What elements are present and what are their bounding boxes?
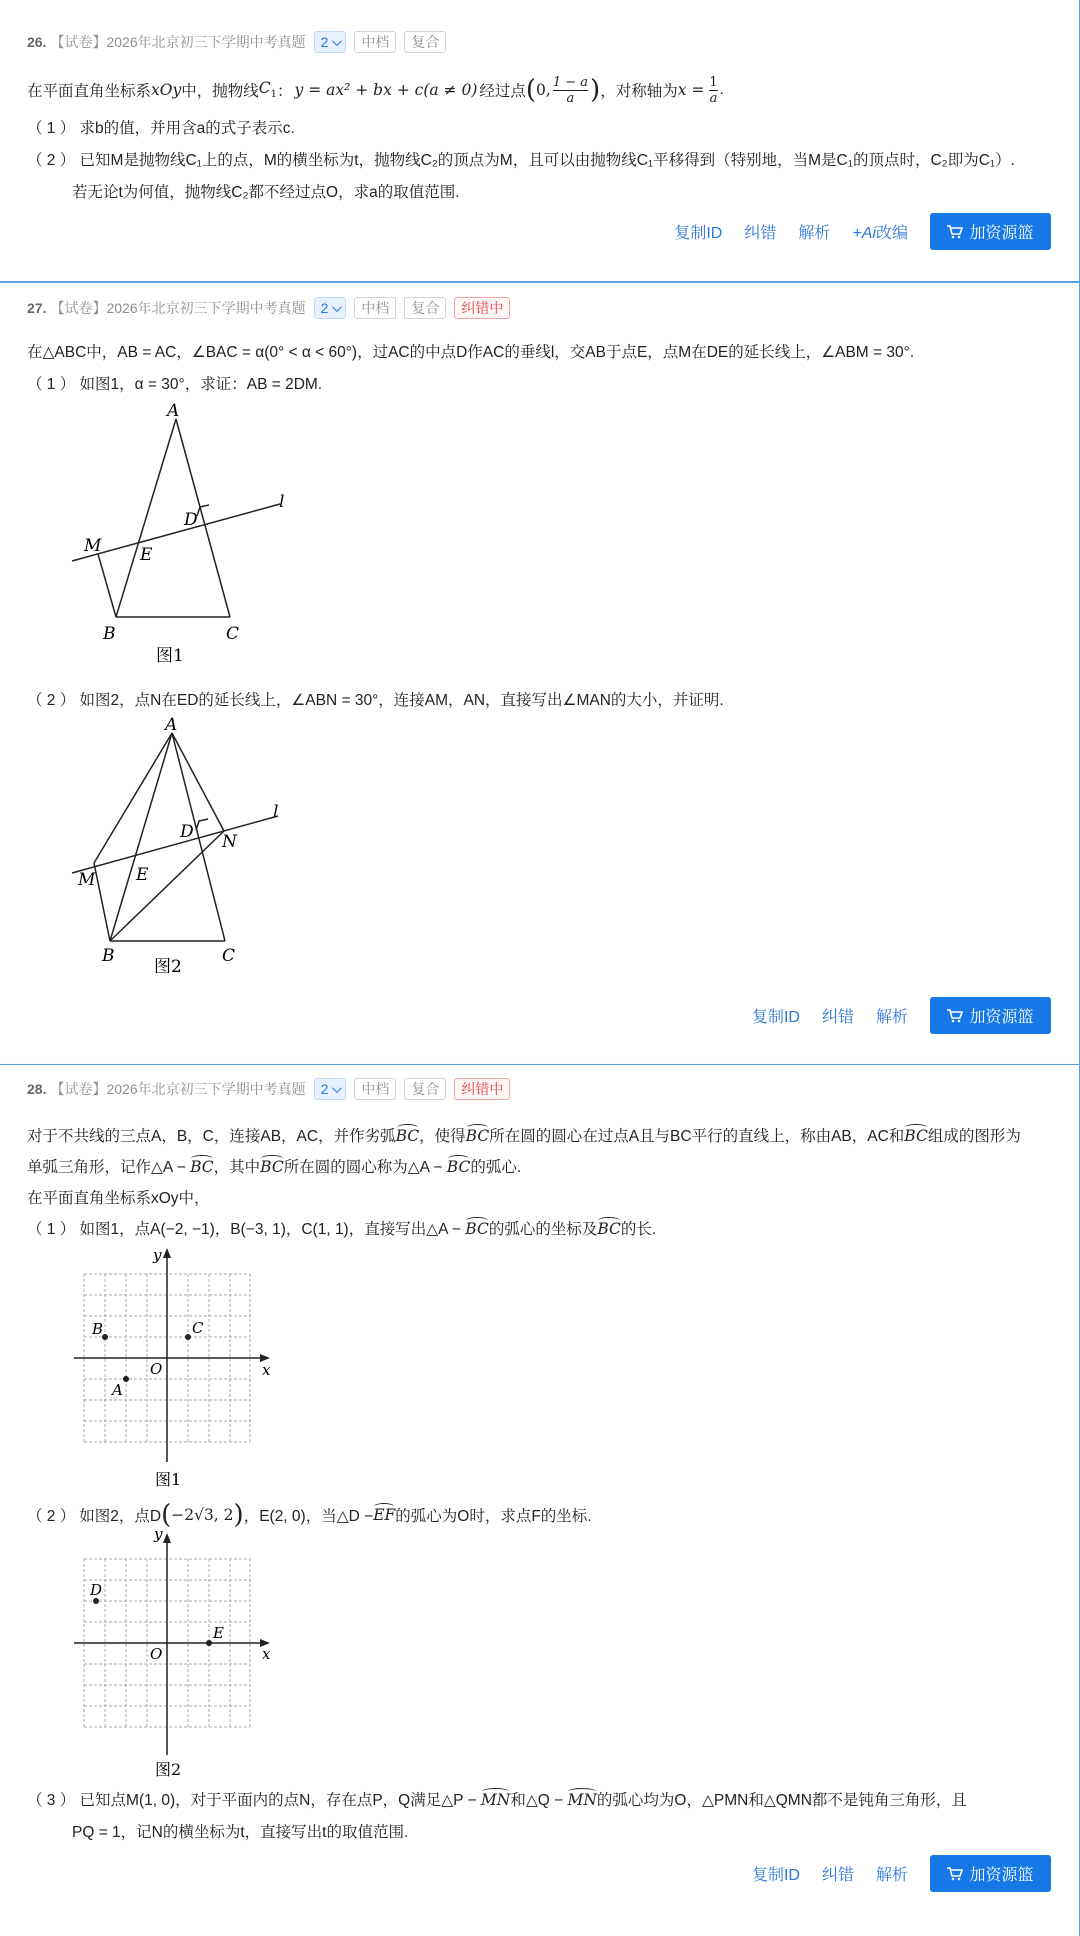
- figure-caption: 图2: [154, 957, 182, 973]
- stem-text: ，使得: [419, 1128, 466, 1145]
- difficulty-badge: 中档: [354, 1078, 396, 1100]
- sub-text: 求b的值，并用含a的式子表示c.: [79, 120, 295, 137]
- sub-index: （ 1 ）: [27, 1221, 76, 1238]
- difficulty-badge: 中档: [354, 31, 396, 53]
- math-xoy: xOy: [151, 81, 182, 99]
- axis-x-label: x: [262, 1361, 271, 1379]
- question-header: [27, 1078, 510, 1100]
- analysis-link[interactable]: 解析: [875, 1867, 908, 1884]
- label-a: A: [167, 401, 180, 421]
- label-a: A: [165, 715, 178, 735]
- math-arc-bc: BC: [446, 1158, 471, 1176]
- figure-1-triangle: [60, 401, 300, 663]
- stem-text: 的弧心.: [470, 1159, 522, 1176]
- type-badge: 复合: [404, 31, 446, 53]
- type-badge: 复合: [404, 1078, 446, 1100]
- stem-text: 所在圆的圆心在过点A且与BC平行的直线上，称由AB，AC和: [489, 1128, 905, 1145]
- math-arc-bc: BC: [597, 1220, 621, 1238]
- sub-question-2: [27, 148, 1015, 170]
- sub-text: 如图2，点D: [79, 1508, 162, 1525]
- math-point-d: −2√3, 2: [171, 1506, 234, 1524]
- add-to-basket-label: 加资源篮: [969, 1009, 1034, 1026]
- axis-y-label: y: [153, 1246, 162, 1264]
- question-number: 28.: [27, 1081, 47, 1097]
- chevron-down-icon: [332, 302, 342, 312]
- sub-text: 的弧心均为O，△PMN和△QMN都不是钝角三角形，且: [596, 1792, 967, 1809]
- type-badge: 复合: [404, 297, 446, 319]
- label-e: E: [136, 865, 149, 885]
- sub-text: 已知点M(1, 0)，对于平面内的点N，存在点P，Q满足△P −: [79, 1792, 481, 1809]
- sub-text: 的弧心为O时，求点F的坐标.: [395, 1508, 592, 1525]
- math-fraction: $\frac{1 - a}{a}$: [552, 74, 589, 106]
- sub-index: （ 3 ）: [27, 1792, 76, 1809]
- math-arc-bc: BC: [395, 1127, 420, 1145]
- math-fraction: $\frac{1}{a}$: [709, 74, 718, 106]
- question-actions: [674, 213, 1051, 250]
- sub-index: （ 1 ）: [27, 376, 76, 393]
- question-source: 【试卷】2026年北京初三下学期中考真题: [50, 34, 306, 50]
- label-c: C: [226, 624, 240, 644]
- sub-question-2: [27, 688, 724, 710]
- add-to-basket-button[interactable]: [930, 213, 1051, 250]
- origin-label: O: [150, 1360, 163, 1378]
- axis-x-label: x: [262, 1645, 271, 1663]
- sub-text: PQ = 1，记N的横坐标为t，直接写出t的取值范围.: [72, 1824, 409, 1841]
- point-b-label: B: [92, 1320, 104, 1338]
- sub-text: 如图1，α = 30°，求证：AB = 2DM.: [79, 376, 323, 393]
- difficulty-value: 2: [320, 1081, 329, 1097]
- sub-index: （ 2 ）: [27, 692, 76, 709]
- sub-question-1: [27, 116, 295, 138]
- stem-text: 组成的图形为: [927, 1128, 1021, 1145]
- math-point: 0,: [536, 81, 551, 99]
- cart-icon: [947, 225, 963, 239]
- sub-question-2-cont: [72, 180, 460, 202]
- point-e-label: E: [213, 1624, 224, 1642]
- sub-text: 如图2，点N在ED的延长线上，∠ABN = 30°，连接AM，AN，直接写出∠MAN的大小，并证明.: [79, 692, 724, 709]
- difficulty-value: 2: [320, 34, 329, 50]
- copy-id-link[interactable]: 复制ID: [751, 1009, 800, 1026]
- sub-question-3-cont: [72, 1820, 408, 1842]
- stem-text: 对于不共线的三点A，B，C，连接AB，AC，并作劣弧: [27, 1128, 396, 1145]
- point-c-label: C: [192, 1319, 204, 1337]
- math-axis: x =: [677, 81, 705, 99]
- label-b: B: [102, 946, 115, 966]
- paren-right: ): [233, 1500, 244, 1530]
- sub-text: 已知M是抛物线C₁上的点，M的横坐标为t，抛物线C₂的顶点为M，且可以由抛物线C₁平移得到（特别地，当M是C₁的顶点时，C₂即为C₁）.: [79, 152, 1015, 169]
- math-arc-mn: MN: [480, 1791, 511, 1809]
- question-number: 26.: [27, 34, 47, 50]
- chevron-down-icon: [332, 36, 342, 46]
- figure-caption: 图2: [155, 1760, 182, 1778]
- add-to-basket-label: 加资源篮: [969, 225, 1034, 242]
- origin-label: O: [150, 1645, 163, 1663]
- sub-text: 的长.: [620, 1221, 657, 1238]
- math-arc-bc: BC: [465, 1220, 489, 1238]
- label-d: D: [184, 510, 198, 530]
- stem-text: 所在圆的圆心称为△A −: [283, 1159, 447, 1176]
- stem-text: .: [719, 81, 724, 98]
- sub-text: 和△Q −: [510, 1792, 568, 1809]
- figure-2-coordinate-grid: [70, 1523, 280, 1778]
- sub-text: 若无论t为何值，抛物线C₂都不经过点O，求a的取值范围.: [72, 184, 460, 201]
- stem-text: ，其中: [213, 1159, 261, 1176]
- math-arc-bc: BC: [465, 1127, 490, 1145]
- label-l: l: [279, 492, 285, 512]
- difficulty-value: 2: [320, 300, 329, 316]
- paren-left: (: [161, 1500, 172, 1530]
- sub-question-3: [27, 1788, 967, 1810]
- label-e: E: [140, 545, 153, 565]
- question-source: 【试卷】2026年北京初三下学期中考真题: [50, 1081, 306, 1097]
- stem-text: 单弧三角形，记作△A −: [27, 1159, 191, 1176]
- difficulty-dropdown[interactable]: [314, 297, 347, 319]
- question-stem: [27, 70, 724, 110]
- question-card-26: [0, 0, 1080, 282]
- point-a-label: A: [112, 1381, 123, 1399]
- chevron-down-icon: [332, 1083, 342, 1093]
- question-source: 【试卷】2026年北京初三下学期中考真题: [50, 300, 306, 316]
- difficulty-dropdown[interactable]: [314, 1078, 347, 1100]
- question-actions: [752, 1855, 1051, 1892]
- sub-text: 如图1，点A(−2, −1)，B(−3, 1)，C(1, 1)，直接写出△A −: [79, 1221, 466, 1238]
- label-m: M: [84, 536, 102, 556]
- label-m: M: [78, 870, 96, 890]
- label-n: N: [222, 832, 237, 852]
- report-error-link[interactable]: 纠错: [821, 1009, 854, 1026]
- figure-caption: 图1: [156, 646, 184, 663]
- question-card-27: [0, 282, 1080, 1065]
- stem-text: 在平面直角坐标系: [27, 83, 152, 100]
- question-card-28: [0, 1064, 1080, 1936]
- sub-text: ，E(2, 0)，当△D −: [243, 1508, 374, 1525]
- math-arc-bc: BC: [190, 1158, 214, 1176]
- question-header: [27, 31, 446, 53]
- math-arc-mn: MN: [567, 1791, 597, 1809]
- sub-index: （ 1 ）: [27, 120, 76, 137]
- ai-adapt-link[interactable]: +Ai改编: [852, 225, 908, 242]
- paren-right: ): [590, 75, 601, 105]
- copy-id-link[interactable]: 复制ID: [751, 1867, 800, 1884]
- error-status-badge: 纠错中: [454, 1078, 510, 1100]
- stem-text: 在平面直角坐标系xOy中，: [27, 1190, 210, 1207]
- sub-question-1: [27, 372, 322, 394]
- figure-1-coordinate-grid: [70, 1242, 280, 1487]
- axis-y-label: y: [154, 1525, 163, 1543]
- figure-2-triangle: [60, 713, 300, 973]
- question-stem-line-2: [27, 1155, 521, 1177]
- math-c1: $C_1$: [258, 79, 277, 101]
- sub-index: （ 2 ）: [27, 152, 76, 169]
- math-arc-ef: EF: [373, 1506, 396, 1524]
- question-number: 27.: [27, 300, 47, 316]
- math-equation: y = ax² + bx + c(a ≠ 0): [294, 81, 478, 99]
- label-l: l: [273, 802, 279, 822]
- cart-icon: [947, 1009, 963, 1023]
- question-stem-line-3: [27, 1186, 210, 1208]
- analysis-link[interactable]: 解析: [798, 225, 831, 242]
- copy-id-link[interactable]: 复制ID: [674, 225, 723, 242]
- stem-text: ：: [277, 83, 293, 100]
- question-stem: [27, 340, 914, 362]
- figure-caption: 图1: [155, 1470, 182, 1487]
- question-stem-line-1: [27, 1124, 1021, 1146]
- sub-question-1: [27, 1217, 656, 1239]
- add-to-basket-button[interactable]: [930, 1855, 1051, 1892]
- report-error-link[interactable]: 纠错: [744, 225, 777, 242]
- question-header: [27, 297, 510, 319]
- stem-text: 经过点: [479, 83, 526, 100]
- label-c: C: [222, 946, 236, 966]
- difficulty-dropdown[interactable]: [314, 31, 347, 53]
- sub-index: （ 2 ）: [27, 1508, 76, 1525]
- point-d-label: D: [90, 1581, 103, 1599]
- sub-text: 的弧心的坐标及: [488, 1221, 598, 1238]
- error-status-badge: 纠错中: [454, 297, 510, 319]
- question-actions: [752, 997, 1051, 1034]
- math-arc-bc: BC: [904, 1127, 928, 1145]
- stem-text: ，对称轴为: [600, 83, 678, 100]
- add-to-basket-label: 加资源篮: [969, 1867, 1034, 1884]
- paren-left: (: [525, 75, 537, 105]
- cart-icon: [947, 1867, 963, 1881]
- stem-text: 在△ABC中，AB = AC，∠BAC = α(0° < α < 60°)，过AC的中点D作AC的垂线l，交AB于点E，点M在DE的延长线上，∠ABM = 30°.: [27, 344, 915, 361]
- difficulty-badge: 中档: [354, 297, 396, 319]
- stem-text: 中，抛物线: [181, 83, 259, 100]
- label-b: B: [103, 624, 116, 644]
- add-to-basket-button[interactable]: [930, 997, 1051, 1034]
- report-error-link[interactable]: 纠错: [821, 1867, 854, 1884]
- analysis-link[interactable]: 解析: [875, 1009, 908, 1026]
- math-arc-bc: BC: [260, 1158, 284, 1176]
- label-d: D: [180, 822, 194, 842]
